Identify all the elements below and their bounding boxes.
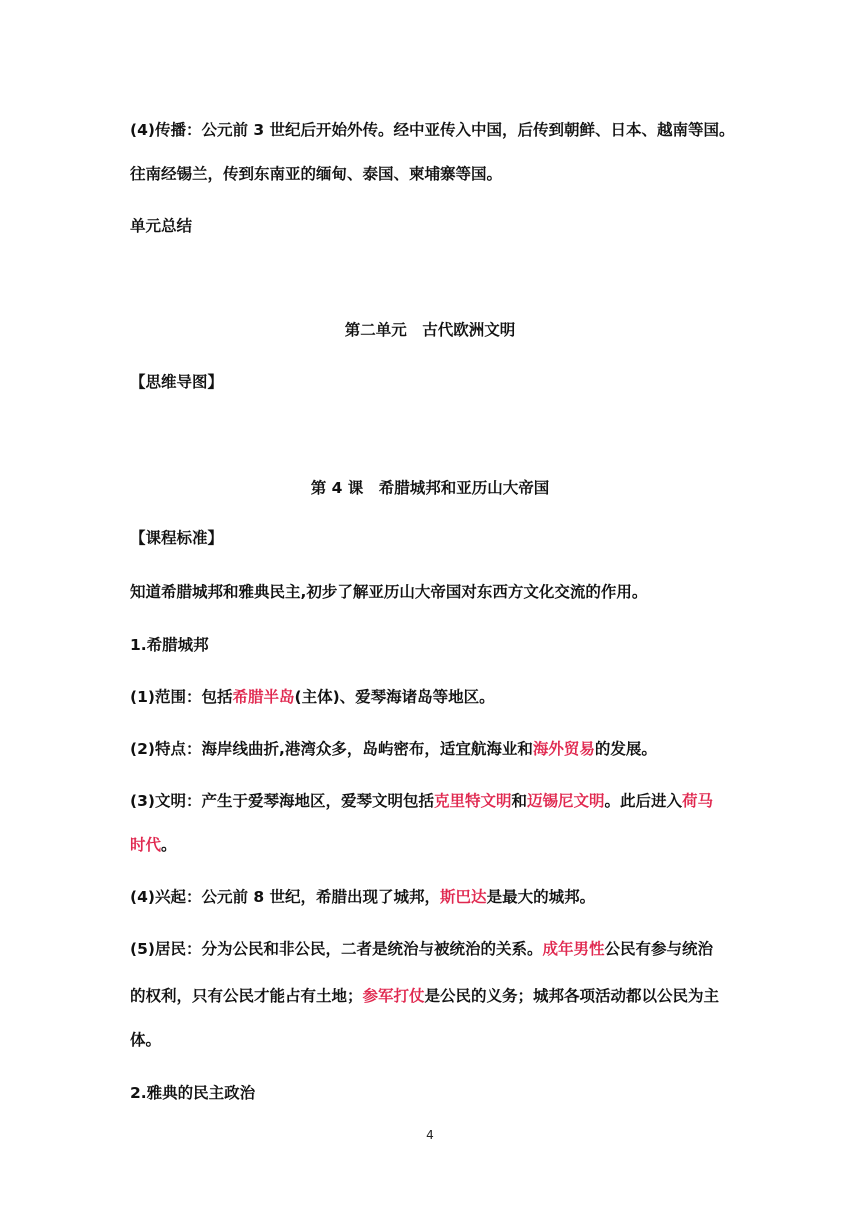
highlighted-keyword: 斯巴达 xyxy=(440,888,487,906)
text-line xyxy=(130,834,740,856)
text-segment: 体。 xyxy=(130,1031,162,1049)
text-segment: (1)范围：包括 xyxy=(130,688,233,706)
text-line xyxy=(130,738,740,760)
section-heading xyxy=(130,1082,740,1104)
highlighted-keyword: 荷马 xyxy=(682,792,714,810)
highlighted-keyword: 克里特文明 xyxy=(433,792,512,810)
highlighted-keyword: 迈锡尼文明 xyxy=(527,792,605,810)
highlighted-keyword: 参军打仗 xyxy=(362,987,425,1005)
text-segment: (4)传播：公元前 3 世纪后开始外传。经中亚传入中国，后传到朝鲜、日本、越南等国。 xyxy=(130,121,735,139)
text-line xyxy=(130,119,740,141)
text-line xyxy=(130,686,740,708)
text-segment: 。此后进入 xyxy=(604,792,683,810)
text-segment: 的发展。 xyxy=(594,740,657,758)
highlighted-keyword: 成年男性 xyxy=(542,940,605,958)
text-line xyxy=(130,985,740,1007)
unit-title xyxy=(0,319,860,341)
text-line xyxy=(130,1029,740,1051)
text-segment: 第 4 课 希腊城邦和亚历山大帝国 xyxy=(310,479,550,497)
text-segment: 。 xyxy=(161,836,177,854)
text-line xyxy=(130,163,740,185)
section-heading xyxy=(130,371,740,393)
text-segment: (2)特点：海岸线曲折,港湾众多，岛屿密布，适宜航海业和 xyxy=(130,740,533,758)
section-heading xyxy=(130,215,740,237)
text-segment: (5)居民：分为公民和非公民，二者是统治与被统治的关系。 xyxy=(130,940,543,958)
text-segment: (3)文明：产生于爱琴海地区，爱琴文明包括 xyxy=(130,792,434,810)
section-heading xyxy=(130,634,740,656)
text-segment: 1.希腊城邦 xyxy=(130,636,209,654)
text-line xyxy=(130,790,740,812)
text-segment: 公民有参与统治 xyxy=(604,940,713,958)
lesson-title xyxy=(0,477,860,499)
text-segment: 单元总结 xyxy=(130,217,193,235)
text-segment: (主体)、爱琴海诸岛等地区。 xyxy=(294,688,495,706)
text-segment: 2.雅典的民主政治 xyxy=(130,1084,256,1102)
text-line xyxy=(130,938,740,960)
text-segment: 第二单元 古代欧洲文明 xyxy=(344,321,516,339)
text-segment: 和 xyxy=(511,792,527,810)
text-segment: 知道希腊城邦和雅典民主,初步了解亚历山大帝国对东西方文化交流的作用。 xyxy=(130,583,648,601)
highlighted-keyword: 希腊半岛 xyxy=(232,688,295,706)
text-line xyxy=(130,581,740,603)
text-segment: 【思维导图】 xyxy=(130,373,224,391)
text-segment: 的权利，只有公民才能占有土地； xyxy=(130,987,363,1005)
text-segment: 是最大的城邦。 xyxy=(486,888,596,906)
text-segment: 【课程标准】 xyxy=(130,529,224,547)
text-segment: (4)兴起：公元前 8 世纪，希腊出现了城邦， xyxy=(130,888,441,906)
page-number: 4 xyxy=(426,1128,434,1142)
highlighted-keyword: 时代 xyxy=(130,836,162,854)
section-heading xyxy=(130,527,740,549)
highlighted-keyword: 海外贸易 xyxy=(532,740,595,758)
text-segment: 往南经锡兰，传到东南亚的缅甸、泰国、柬埔寨等国。 xyxy=(130,165,503,183)
text-segment: 是公民的义务；城邦各项活动都以公民为主 xyxy=(424,987,720,1005)
text-line xyxy=(130,886,740,908)
